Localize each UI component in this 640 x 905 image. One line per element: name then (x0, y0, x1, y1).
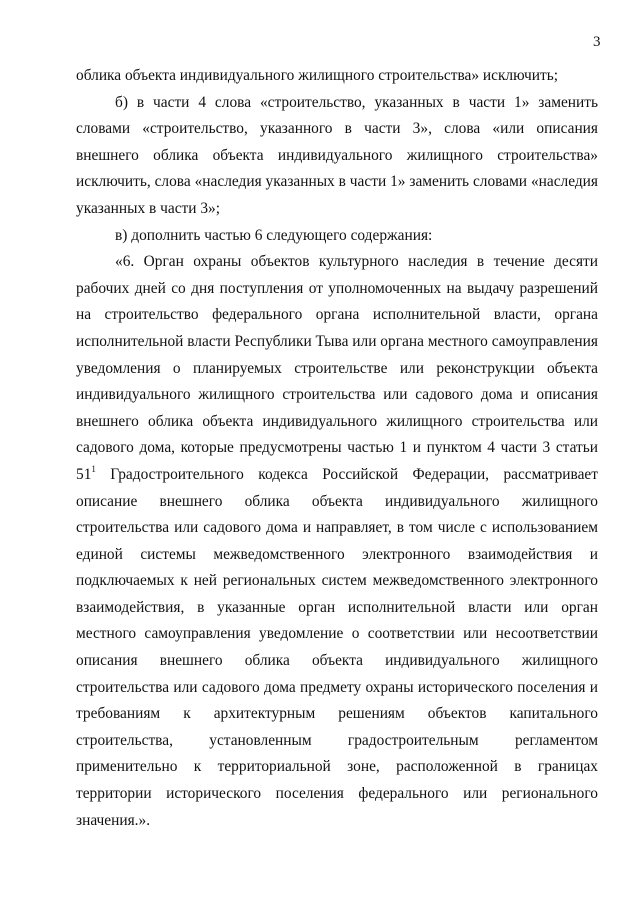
part-6-text-start: «6. Орган охраны объектов культурного наследия в течение десяти рабочих дней со дня поступления от уполномоченных на выдачу разрешений на строительство федерального органа исполнительной власти, органа исполнительной власти Республики Тыва или органа местного самоуправления уведомления о планируемых строительстве или реконструкции объекта индивидуального жилищного строительства или садового дома и описания внешнего облика объекта индивидуального жилищного строительства или садового дома, которые предусмотрены частью 1 и пунктом 4 части 3 статьи 51 (76, 253, 598, 483)
page-number: 3 (593, 34, 601, 50)
paragraph-continuation: облика объекта индивидуального жилищного строительства» исключить; (76, 67, 559, 84)
part-6-text-end: Градостроительного кодекса Российской Федерации, рассматривает описание внешнего облика объекта индивидуального жилищного строительства или садового дома и направляет, в том числе с использованием единой системы межведомственного электронного взаимодействия и подключаемых к ней региональных систем межведомственного электронного взаимодействия, в указанные орган исполнительной власти или орган местного самоуправления уведомление о соответствии или несоответствии описания внешнего облика объекта индивидуального жилищного строительства или садового дома предмету охраны исторического поселения и требованиям к архитектурным решениям объектов капитального строительства, установленным градостроительным регламентом применительно к территориальной зоне, расположенной в границах территории исторического поселения федерального или регионального значения.». (76, 465, 598, 829)
paragraph-item-v: в) дополнить частью 6 следующего содержания: (115, 226, 433, 244)
document-body (76, 63, 598, 834)
paragraph-part-6 (76, 249, 598, 834)
paragraph-item-b: б) в части 4 слова «строительство, указанных в части 1» заменить словами «строительство, указанного в части 3», слова «или описания внешнего облика объекта индивидуального жилищного строительства» исключить, слова «наследия указанных в части 1» заменить словами «наследия указанных в части 3»; (76, 93, 598, 217)
article-superscript: 1 (91, 463, 96, 474)
